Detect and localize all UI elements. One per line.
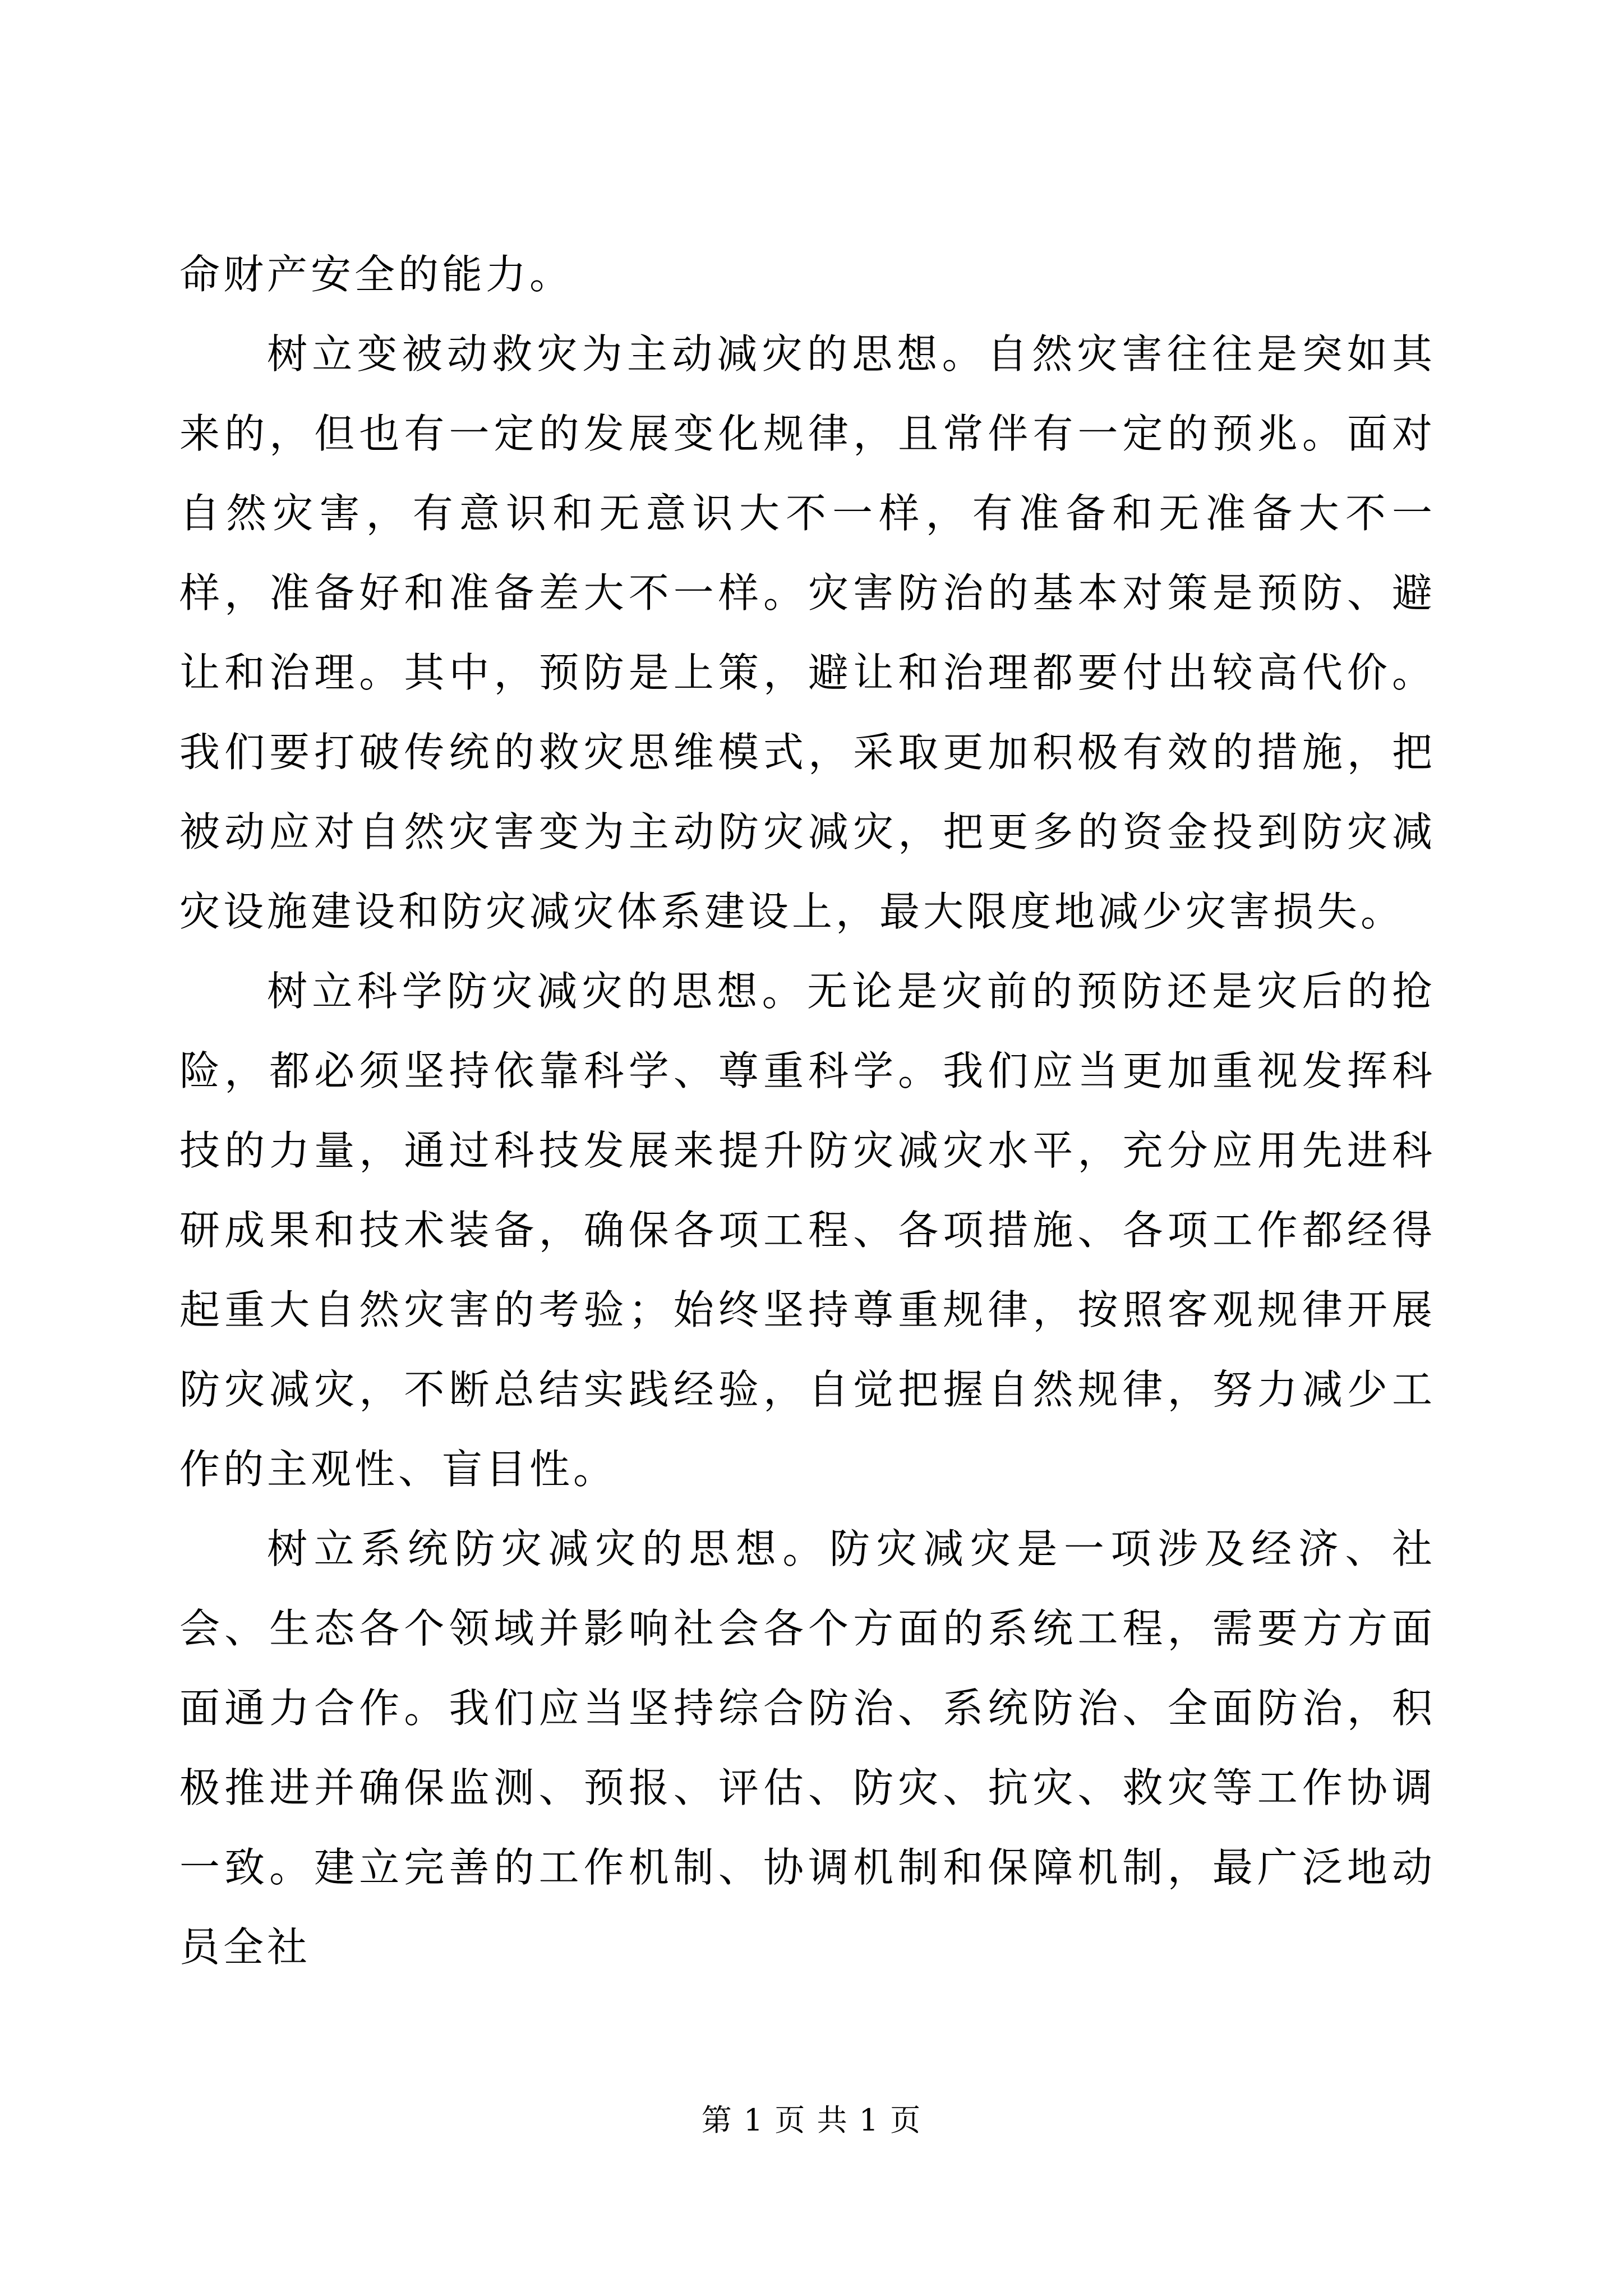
paragraph-scientific-mitigation: 树立科学防灾减灾的思想。无论是灾前的预防还是灾后的抢险，都必须坚持依靠科学、尊重科学。我们应当更加重视发挥科技的力量，通过科技发展来提升防灾减灾水平，充分应用先进科研成果和技术装备，确保各项工程、各项措施、各项工作都经得起重大自然灾害的考验；始终坚持尊重规律，按照客观规律开展防灾减灾，不断总结实践经验，自觉把握自然规律，努力减少工作的主观性、盲目性。	[179, 968, 1436, 1493]
paragraph-active-mitigation: 树立变被动救灾为主动减灾的思想。自然灾害往往是突如其来的，但也有一定的发展变化规律，且常伴有一定的预兆。面对自然灾害，有意识和无意识大不一样，有准备和无准备大不一样，准备好和准备差大不一样。灾害防治的基本对策是预防、避让和治理。其中，预防是上策，避让和治理都要付出较高代价。我们要打破传统的救灾思维模式，采取更加积极有效的措施，把被动应对自然灾害变为主动防灾减灾，把更多的资金投到防灾减灾设施建设和防灾减灾体系建设上，最大限度地减少灾害损失。	[179, 330, 1436, 935]
paragraph-continued: 命财产安全的能力。	[179, 251, 574, 298]
page-footer: 第 1 页 共 1 页	[701, 2102, 922, 2138]
paragraph-systematic-mitigation: 树立系统防灾减灾的思想。防灾减灾是一项涉及经济、社会、生态各个领域并影响社会各个方面的系统工程，需要方方面面通力合作。我们应当坚持综合防治、系统防治、全面防治，积极推进并确保监测、预报、评估、防灾、抗灾、救灾等工作协调一致。建立完善的工作机制、协调机制和保障机制，最广泛地动员全社	[179, 1525, 1436, 1971]
document-body	[179, 234, 1436, 1987]
